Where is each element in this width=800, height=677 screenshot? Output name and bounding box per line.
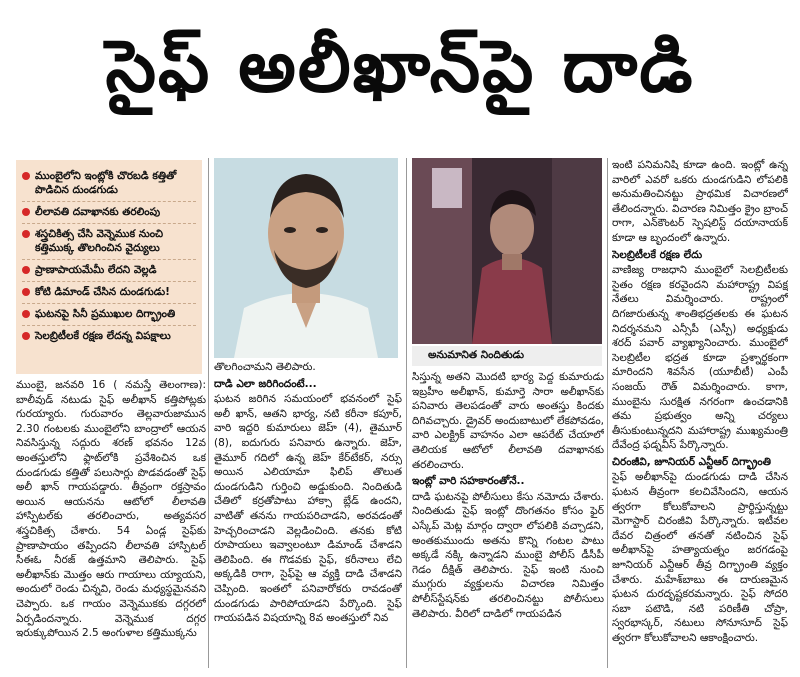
article-column-3	[412, 370, 604, 670]
paragraph: దాడి ఘటనపై పోలీసులు కేసు నమోదు చేశారు. నిందితుడు సైఫ్ ఇంట్లో దొంగతనం కోసం ఫైర్ ఎస్కేప్ మెట్ల మార్గం ద్వారా లోపలికి వచ్చాడని, అంతకుముందు అతను కొన్ని గంటల పాటు అక్కడే నక్కి ఉన్నాడని ముంబై పోలీస్ డీసీపీ గెడం దీక్షిత్ తెలిపారు. సైఫ్ ఇంటి నుంచి ముగ్గురు వ్యక్తులను విచారణ నిమిత్తం పోలీస్‌స్టేషన్‌కు తరలించినట్టు పోలీసులు తెలిపారు. వీరిలో దాడిలో గాయపడిన	[412, 490, 604, 620]
bullet-icon	[22, 230, 30, 238]
column-divider	[208, 158, 209, 668]
highlight-text: ముంబైలోని ఇంట్లోకి చొరబడి కత్తితో పొడిచిన దుండగుడు	[35, 170, 177, 196]
article-column-2	[214, 360, 402, 670]
highlight-item	[22, 224, 196, 260]
paragraph: సైఫ్ అలీఖాన్‌పై దుండగుడు దాడి చేసిన ఘటన తీవ్రంగా కలచివేసిందని, ఆయన త్వరగా కోలుకోవాలని ప్రార్థిస్తున్నట్టు మెగాస్టార్ చిరంజీవి పేర్కొన్నారు. ఇటీవల దేవర చిత్రంలో తనతో నటించిన సైఫ్ అలీఖాన్‌పై హత్యాయత్నం జరగడంపై జూనియర్ ఎన్టీఆర్ తీవ్ర దిగ్భ్రాంతి వ్యక్తం చేశారు. మహేశ్‌బాబు ఈ దారుణమైన ఘటన దురదృష్టకరమన్నారు. సైఫ్ సోదరి సబా పటౌడి, నటి పరిణీతి చోప్రా, స్వరభాస్కర్, నటులు సోనూసూద్ సైఫ్ త్వరగా కోలుకోవాలని ఆకాంక్షించారు.	[612, 471, 788, 644]
highlight-text: ఘటనపై సినీ ప్రముఖుల దిగ్భ్రాంతి	[35, 308, 176, 320]
article-column-4	[612, 158, 788, 670]
paragraph: ఘటన జరిగిన సమయంలో భవనంలో సైఫ్ అలీ ఖాన్, ఆతని భార్య, నటి కరీనా కపూర్, వారి ఇద్దరి కుమారులు జెహ్ (4), తైమూర్ (8), ఐదుగురు పనివారు ఉన్నారు. జెహ్, తైమూర్ గదిలో ఉన్న జెహ్ కేర్‌టేకర్, నర్సు అయిన ఎలియామా ఫిలిప్ తొలుత దుండగుడిని గుర్తించి అడ్డుకుంది. నిందితుడి చేతిలో కర్రతోపాటు హాక్సా బ్లేడ్ ఉందని, వాటితో తనను గాయపరిచాడని, అరవడంతో హెచ్చరించాడని వెల్లడించింది. తనకు కోటి రూపాయలు ఇవ్వాలంటూ డిమాండ్ చేశాడని తెలిపింది. ఈ గొడవకు సైఫ్, కరీనాలు లేచి అక్కడికి రాగా, సైఫ్‌పై ఆ వ్యక్తి దాడి చేశాడని చెప్పింది. ఇంతలో పనివారోకరు రావడంతో దుండగుడు పారిపోయాడని పేర్కొంది. సైఫ్ గాయపడిన విషయాన్ని 8వ అంతస్తులో నివ	[214, 393, 402, 625]
bullet-icon	[22, 310, 30, 318]
bullet-icon	[22, 172, 30, 180]
subheading: చిరంజీవి, జూనియర్ ఎన్టీఆర్ దిగ్భ్రాంతి	[612, 455, 771, 468]
subheading: ఇంట్లో వారి సహకారంతోనే..	[412, 475, 525, 488]
subheading: సెలబ్రిటీలకే రక్షణ లేదు	[612, 248, 703, 261]
suspect-cctv-photo	[412, 158, 602, 344]
paragraph: ఇంటి పనిమనిషి కూడా ఉంది. ఇంట్లో ఉన్న వారిలో ఎవరో ఒకరు దుండగుడిని లోపలికి అనుమతించినట్టు ప్రాథమిక విచారణలో తేలిందన్నారు. విచారణ నిమిత్తం క్రైం బ్రాంచ్ రాగా, ఎన్‌కౌంటర్ స్పెషలిస్ట్ దయానాయక్ కూడా ఆ బృందంలో ఉన్నారు.	[612, 159, 788, 244]
highlight-text: శస్త్రచికిత్స చేసి వెన్నెముక నుంచి కత్తిముక్క తొలగించిన వైద్యులు	[35, 228, 164, 254]
highlight-item	[22, 282, 196, 304]
highlight-item	[22, 326, 196, 347]
saif-photo	[214, 158, 398, 358]
highlight-item	[22, 260, 196, 282]
highlight-text: కోటి డిమాండ్ చేసిన దుండగుడు!	[35, 286, 170, 298]
paragraph: ముంబై, జనవరి 16 ( నమస్తే తెలంగాణ): బాలీవుడ్ నటుడు సైఫ్ అలీఖాన్ కత్తిపోట్లకు గురయ్యారు. గురువారం తెల్లవారుజామున 2.30 గంటలకు ముంబైలోని బాంద్రాలో ఆయన నివసిస్తున్న సద్గురు శరణ్ భవనం 12వ అంతస్తులోని ఫ్లాట్‌లోకి ప్రవేశించిన ఒక దుండగుడు కత్తితో పలుసార్లు పొడవడంతో సైఫ్ అలీ ఖాన్ గాయపడ్డారు. తీవ్రంగా రక్తస్రావం అయిన ఆయనను ఆటోలో లీలావతి హాస్పిటల్‌కు తరలించారు, అత్యవసర శస్త్రచికిత్స చేశారు. 54 ఏండ్ల సైఫ్‌కు ప్రాణాపాయం తప్పిందని లీలావతి హాస్పిటల్ సీఈఓ నీరజ్ ఉత్తమాని తెలిపారు. సైఫ్ అలీఖాన్‌కు మొత్తం ఆరు గాయాలు య్యాయని, అందులో రెండు చిన్నవి, రెండు మధ్యస్థమైనవని చెప్పారు. ఒక గాయం వెన్నెముకకు దగ్గరలో ఏర్పడిందన్నారు. వెన్నెముక దగ్గర ఇరుక్కుపోయిన 2.5 అంగుళాల కత్తిముక్కను	[16, 379, 206, 640]
bullet-icon	[22, 266, 30, 274]
paragraph: వాణిజ్య రాజధాని ముంబైలో సెలబ్రిటీలకు సైతం రక్షణ కరవైందని మహారాష్ట్ర విపక్ష నేతలు విమర్శించారు. రాష్ట్రంలో దిగజారుతున్న శాంతిభద్రతలకు ఈ ఘటన నిదర్శనమని ఎన్సీపీ (ఎస్పీ) అధ్యక్షుడు శరద్ పవార్ వ్యాఖ్యానించారు. ముంబైలో సెలబ్రిటీల భద్రత కూడా ప్రశ్నార్థకంగా మారిందని శివసేన (యూబీటీ) ఎంపీ సంజయ్ రౌత్ విమర్శించారు. కాగా, ముంబైను సురక్షిత నగరంగా ఉంచడానికి తమ ప్రభుత్వం అన్ని చర్యలు తీసుకుంటున్నదని మహారాష్ట్ర ముఖ్యమంత్రి దేవేంద్ర ఫడ్నవీస్ పేర్కొన్నారు.	[612, 264, 788, 452]
highlight-text: ప్రాణాపాయమేమీ లేదని వెల్లడి	[35, 264, 157, 276]
paragraph: తొలగించామని తెలిపారు.	[214, 361, 316, 373]
highlight-item	[22, 304, 196, 326]
article-column-1	[16, 378, 206, 668]
highlight-item	[22, 166, 196, 202]
highlight-text: లీలావతి దవాఖానకు తరలింపు	[35, 206, 161, 218]
highlight-text: సెలబ్రిటీలకే రక్షణ లేదన్న విపక్షాలు	[35, 330, 171, 342]
highlight-item	[22, 202, 196, 224]
bullet-icon	[22, 332, 30, 340]
headline: సైఫ్ అలీఖాన్‌పై దాడి	[105, 24, 695, 108]
photo-caption: అనుమానిత నిందితుడు	[412, 346, 602, 366]
highlights-box	[16, 160, 202, 374]
column-divider	[406, 158, 407, 668]
paragraph: సిస్తున్న అతని మొదటి భార్య పెద్ద కుమారుడు ఇబ్రహీం అలీఖాన్, కుమార్తె సారా అలీఖాన్‌కు పనివారు తెలపడంతో వారు అంతస్తు కిందకు దిగివచ్చారు. డ్రైవర్ అందుబాటులో లేకపోవడం, వారి ఎలక్ట్రిక్ వాహనం ఎలా ఆపరేట్ చేయాలో తెలియక ఆటోలో లీలావతి దవాఖానకు తరలించారు.	[412, 371, 604, 471]
column-divider	[607, 158, 608, 668]
subheading: దాడి ఎలా జరిగిందంటే...	[214, 377, 317, 390]
bullet-icon	[22, 208, 30, 216]
bullet-icon	[22, 288, 30, 296]
